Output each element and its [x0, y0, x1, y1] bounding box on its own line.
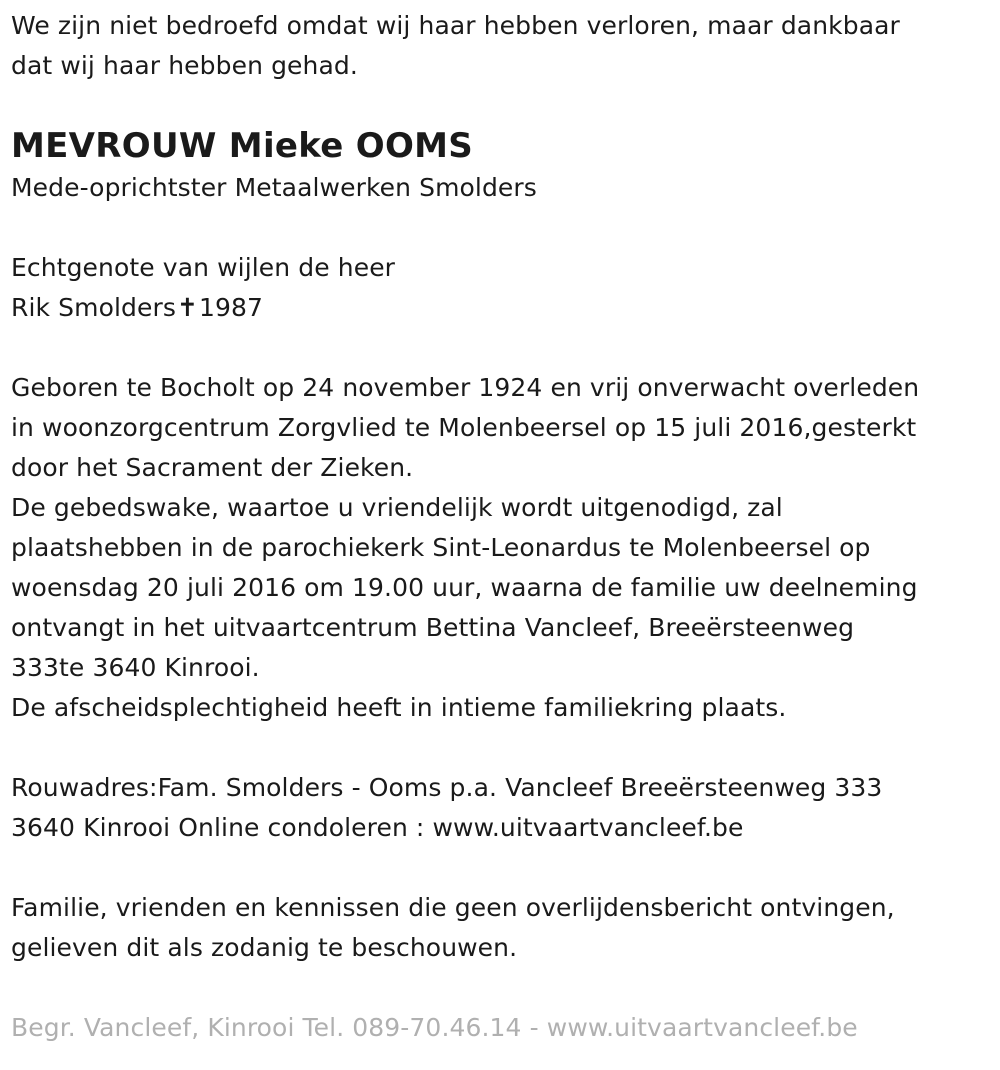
deceased-name: MEVROUW Mieke OOMS	[11, 126, 474, 166]
spouse-name: Rik Smolders	[11, 293, 176, 322]
spacer	[11, 728, 991, 768]
announcement-line: door het Sacrament der Zieken.	[11, 453, 414, 482]
opening-quote	[11, 6, 991, 86]
announcement-line: 333te 3640 Kinrooi.	[11, 653, 260, 682]
funeral-home-footer: Begr. Vancleef, Kinrooi Tel. 089-70.46.14 - www.uitvaartvancleef.be	[11, 1013, 858, 1042]
quote-line-1: We zijn niet bedroefd omdat wij haar hebben verloren, maar dankbaar	[11, 11, 900, 40]
announcement-line: woensdag 20 juli 2016 om 19.00 uur, waarna de familie uw deelneming	[11, 573, 918, 602]
deceased-title: Mede-oprichtster Metaalwerken Smolders	[11, 173, 537, 202]
announcement-line: plaatshebben in de parochiekerk Sint-Leonardus te Molenbeersel op	[11, 533, 871, 562]
cross-icon: ✝	[176, 293, 199, 322]
spacer	[11, 848, 991, 888]
notice-line-1: Familie, vrienden en kennissen die geen overlijdensbericht ontvingen,	[11, 893, 895, 922]
spouse-intro: Echtgenote van wijlen de heer	[11, 253, 396, 282]
spouse-section	[11, 248, 991, 328]
quote-line-2: dat wij haar hebben gehad.	[11, 51, 358, 80]
announcement-line: Geboren te Bocholt op 24 november 1924 en vrij onverwacht overleden	[11, 373, 920, 402]
announcement-text	[11, 368, 991, 728]
announcement-line: ontvangt in het uitvaartcentrum Bettina Vancleef, Breeërsteenweg	[11, 613, 855, 642]
address-line-2: 3640 Kinrooi Online condoleren : www.uitvaartvancleef.be	[11, 813, 744, 842]
obituary-notice	[11, 0, 991, 1048]
spacer	[11, 328, 991, 368]
address-line-1: Rouwadres:Fam. Smolders - Ooms p.a. Vancleef Breeërsteenweg 333	[11, 773, 883, 802]
mourning-address	[11, 768, 991, 848]
notice-line-2: gelieven dit als zodanig te beschouwen.	[11, 933, 518, 962]
announcement-line: De gebedswake, waartoe u vriendelijk wordt uitgenodigd, zal	[11, 493, 783, 522]
spouse-death-year: 1987	[199, 293, 264, 322]
notice-section	[11, 888, 991, 968]
spacer	[11, 208, 991, 248]
spouse-line	[11, 288, 991, 328]
announcement-line: in woonzorgcentrum Zorgvlied te Molenbeersel op 15 juli 2016,gesterkt	[11, 413, 917, 442]
announcement-line: De afscheidsplechtigheid heeft in intieme familiekring plaats.	[11, 693, 787, 722]
